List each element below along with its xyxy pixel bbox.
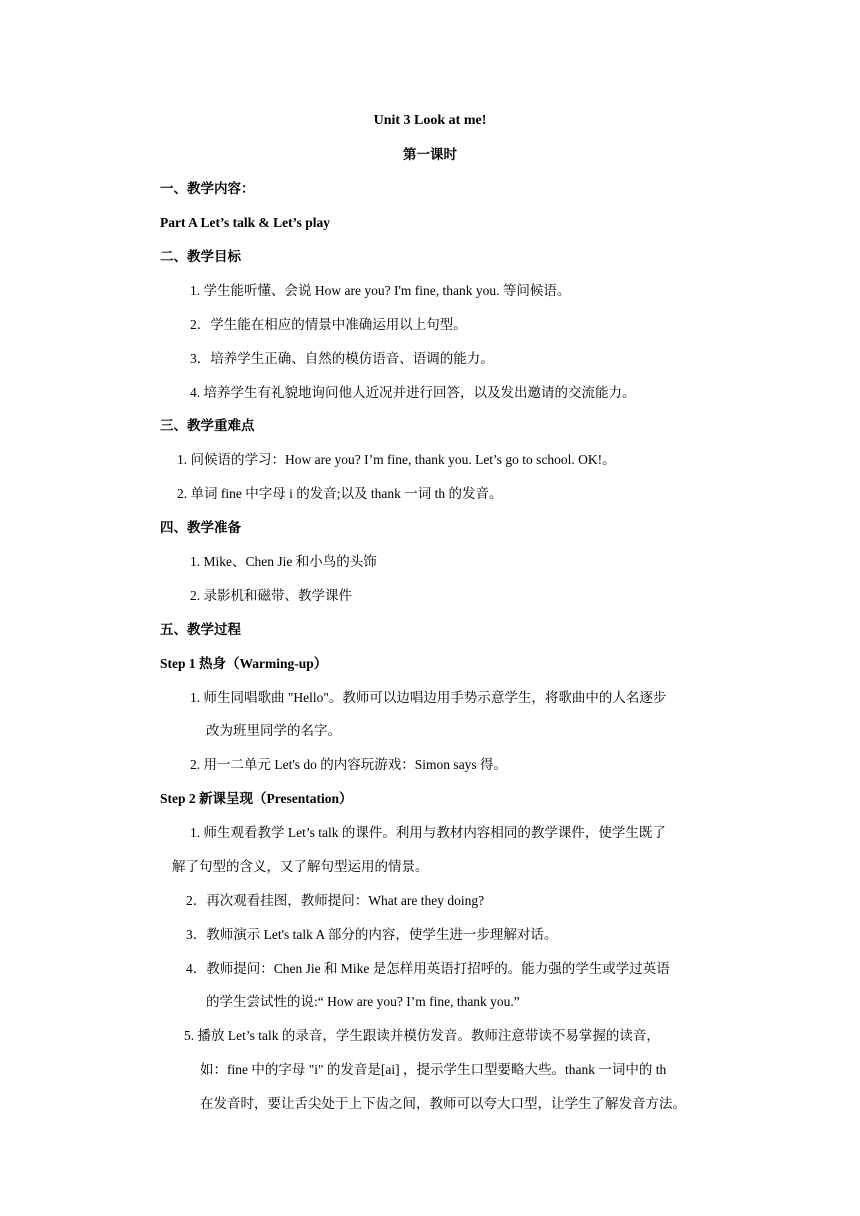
document-title: Unit 3 Look at me!: [373, 113, 487, 128]
objective-item: 3．培养学生正确、自然的模仿语音、语调的能力。: [190, 351, 494, 366]
step1-item: 1. 师生同唱歌曲 "Hello"。教师可以边唱边用手势示意学生，将歌曲中的人名逐步: [190, 690, 667, 705]
step2-item: 解了句型的含义，又了解句型运用的情景。: [172, 859, 429, 874]
objective-item: 4. 培养学生有礼貌地询问他人近况并进行回答，以及发出邀请的交流能力。: [190, 385, 636, 400]
section-heading-content: 一、教学内容：: [160, 181, 255, 196]
step1-heading: Step 1 热身（Warming-up）: [160, 656, 328, 671]
key-point-item: 1. 问候语的学习：How are you? I’m fine, thank you. Let’s go to school. OK!。: [177, 452, 616, 467]
document-subtitle: 第一课时: [403, 147, 457, 162]
objective-item: 2．学生能在相应的情景中准确运用以上句型。: [190, 317, 467, 332]
section-heading-key-points: 三、教学重难点: [160, 418, 255, 433]
step2-heading: Step 2 新课呈现（Presentation）: [160, 791, 353, 806]
step2-item: 1. 师生观看教学 Let’s talk 的课件。利用与教材内容相同的教学课件，使学生既了: [190, 825, 666, 840]
preparation-item: 2. 录影机和磁带、教学课件: [190, 588, 352, 603]
section-heading-preparation: 四、教学准备: [160, 520, 241, 535]
objective-item: 1. 学生能听懂、会说 How are you? I'm fine, thank you. 等问候语。: [190, 283, 571, 298]
step2-item: 3．教师演示 Let's talk A 部分的内容，使学生进一步理解对话。: [186, 927, 558, 942]
step2-item: 的学生尝试性的说:“ How are you? I’m fine, thank you.”: [206, 994, 520, 1009]
step2-item: 4．教师提问：Chen Jie 和 Mike 是怎样用英语打招呼的。能力强的学生或学过英语: [186, 961, 670, 976]
step2-item: 5. 播放 Let’s talk 的录音，学生跟读并模仿发音。教师注意带读不易掌握的读音，: [184, 1028, 660, 1043]
step2-item: 如：fine 中的字母 "i" 的发音是[ai] ，提示学生口型要略大些。thank 一词中的 th: [200, 1062, 667, 1077]
step1-item: 2. 用一二单元 Let's do 的内容玩游戏：Simon says 得。: [190, 757, 508, 772]
step1-item: 改为班里同学的名字。: [206, 723, 341, 738]
section-heading-process: 五、教学过程: [160, 622, 241, 637]
step2-item: 2．再次观看挂图，教师提问：What are they doing?: [186, 893, 485, 908]
key-point-item: 2. 单词 fine 中字母 i 的发音;以及 thank 一词 th 的发音。: [177, 486, 503, 501]
preparation-item: 1. Mike、Chen Jie 和小鸟的头饰: [190, 554, 377, 569]
lesson-part: Part A Let’s talk & Let’s play: [160, 215, 330, 230]
step2-item: 在发音时，要让舌尖处于上下齿之间，教师可以夸大口型，让学生了解发音方法。: [200, 1096, 686, 1111]
section-heading-objectives: 二、教学目标: [160, 249, 241, 264]
